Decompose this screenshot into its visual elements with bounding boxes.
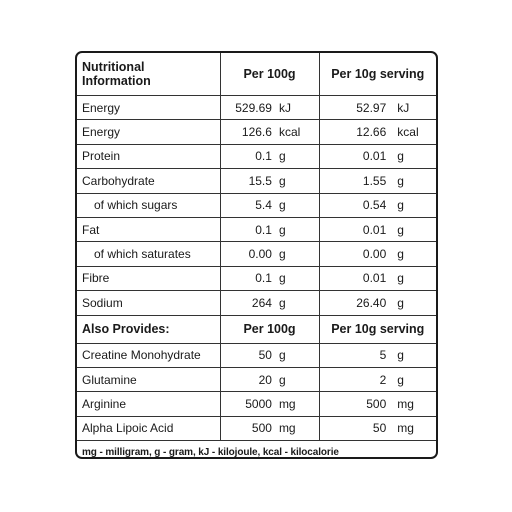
per-100g-value: 20 xyxy=(258,372,272,387)
per-serving-value: 12.66 xyxy=(356,125,387,140)
nutrient-name: Energy xyxy=(77,120,220,144)
per-100g-cell xyxy=(220,120,319,144)
header-per-serving: Per 10g serving xyxy=(319,53,436,96)
nutrient-name: Glutamine xyxy=(77,367,220,391)
per-100g-value: 0.1 xyxy=(255,149,272,164)
per-100g-value: 5.4 xyxy=(255,198,272,213)
per-serving-cell xyxy=(319,343,436,367)
per-serving-unit: g xyxy=(397,295,404,310)
nutrient-name: Arginine xyxy=(77,392,220,416)
table-row xyxy=(77,266,436,290)
per-serving-cell xyxy=(319,392,436,416)
per-100g-value: 264 xyxy=(251,295,272,310)
per-serving-cell xyxy=(319,144,436,168)
table-row xyxy=(77,416,436,440)
per-serving-unit: kJ xyxy=(397,100,410,115)
per-100g-value: 15.5 xyxy=(248,173,272,188)
per-100g-cell xyxy=(220,217,319,241)
per-100g-unit: g xyxy=(278,372,286,387)
per-serving-unit: g xyxy=(397,173,404,188)
per-100g-unit: mg xyxy=(278,421,296,436)
per-100g-unit: g xyxy=(278,198,286,213)
per-serving-unit: g xyxy=(397,271,404,286)
per-100g-cell xyxy=(220,144,319,168)
per-serving-unit: mg xyxy=(397,421,414,436)
header-per-100g: Per 100g xyxy=(220,53,319,96)
also-provides-title: Also Provides: xyxy=(77,315,220,343)
per-serving-unit: g xyxy=(397,247,404,262)
per-serving-unit: g xyxy=(397,348,404,363)
nutrient-name: Protein xyxy=(77,144,220,168)
nutrient-name: Alpha Lipoic Acid xyxy=(77,416,220,440)
per-serving-cell xyxy=(319,217,436,241)
per-serving-cell xyxy=(319,416,436,440)
per-serving-value: 0.54 xyxy=(362,198,387,213)
table-row xyxy=(77,193,436,217)
per-serving-cell xyxy=(319,266,436,290)
table-row xyxy=(77,144,436,168)
table-row xyxy=(77,343,436,367)
per-100g-cell xyxy=(220,367,319,391)
header-nutritional-information xyxy=(77,53,220,96)
per-serving-unit: g xyxy=(397,198,404,213)
nutrient-rows xyxy=(77,96,436,316)
table-row xyxy=(77,120,436,144)
nutrient-name: Fibre xyxy=(77,266,220,290)
also-provides-header-row xyxy=(77,315,436,343)
per-serving-cell xyxy=(319,120,436,144)
per-serving-cell xyxy=(319,291,436,315)
header-line-1: Nutritional xyxy=(82,60,145,74)
nutrient-name: Fat xyxy=(77,217,220,241)
per-100g-cell xyxy=(220,96,319,120)
per-100g-value: 500 xyxy=(251,421,272,436)
also-header-per-100g: Per 100g xyxy=(220,315,319,343)
per-serving-unit: g xyxy=(397,149,404,164)
per-100g-cell xyxy=(220,343,319,367)
per-100g-value: 0.1 xyxy=(255,222,272,237)
per-serving-value: 0.01 xyxy=(362,222,387,237)
per-100g-value: 5000 xyxy=(245,396,272,411)
also-header-per-serving: Per 10g serving xyxy=(319,315,436,343)
per-serving-value: 0.00 xyxy=(362,247,387,262)
table-header-row xyxy=(77,53,436,96)
per-100g-cell xyxy=(220,242,319,266)
nutrient-name: of which sugars xyxy=(77,193,220,217)
per-serving-cell xyxy=(319,242,436,266)
per-serving-value: 2 xyxy=(379,372,387,387)
table-row xyxy=(77,367,436,391)
header-line-2: Information xyxy=(82,74,151,88)
table-row xyxy=(77,96,436,120)
per-100g-unit: g xyxy=(278,271,286,286)
nutrient-name: Carbohydrate xyxy=(77,169,220,193)
per-100g-value: 0.1 xyxy=(255,271,272,286)
per-100g-value: 529.69 xyxy=(235,100,272,115)
per-serving-cell xyxy=(319,367,436,391)
per-100g-cell xyxy=(220,392,319,416)
per-100g-unit: g xyxy=(278,222,286,237)
per-serving-value: 0.01 xyxy=(362,149,387,164)
nutrition-table xyxy=(77,53,436,441)
per-100g-unit: g xyxy=(278,149,286,164)
also-provides-rows xyxy=(77,343,436,441)
per-serving-cell xyxy=(319,169,436,193)
per-100g-value: 126.6 xyxy=(241,125,272,140)
per-serving-unit: g xyxy=(397,372,404,387)
per-serving-value: 50 xyxy=(372,421,387,436)
table-row xyxy=(77,392,436,416)
per-serving-value: 26.40 xyxy=(356,295,387,310)
per-serving-unit: mg xyxy=(397,396,414,411)
per-100g-value: 0.00 xyxy=(248,247,272,262)
per-serving-value: 500 xyxy=(366,396,387,411)
per-serving-unit: kcal xyxy=(397,125,419,140)
per-100g-cell xyxy=(220,416,319,440)
per-100g-cell xyxy=(220,291,319,315)
table-row xyxy=(77,242,436,266)
per-100g-cell xyxy=(220,169,319,193)
nutrition-label xyxy=(75,51,438,459)
per-serving-value: 52.97 xyxy=(356,100,387,115)
nutrient-name: Creatine Monohydrate xyxy=(77,343,220,367)
table-row xyxy=(77,169,436,193)
nutrient-name: Energy xyxy=(77,96,220,120)
per-serving-value: 5 xyxy=(379,348,387,363)
per-100g-cell xyxy=(220,193,319,217)
per-serving-value: 0.01 xyxy=(362,271,387,286)
per-100g-unit: kcal xyxy=(278,125,301,140)
nutrient-name: Sodium xyxy=(77,291,220,315)
per-serving-cell xyxy=(319,193,436,217)
per-100g-unit: g xyxy=(278,348,286,363)
nutrient-name: of which saturates xyxy=(77,242,220,266)
per-100g-unit: kJ xyxy=(278,100,291,115)
per-100g-unit: mg xyxy=(278,396,296,411)
per-100g-unit: g xyxy=(278,295,286,310)
per-100g-value: 50 xyxy=(258,348,272,363)
per-serving-unit: g xyxy=(397,222,404,237)
table-row xyxy=(77,217,436,241)
per-serving-value: 1.55 xyxy=(362,173,387,188)
per-100g-unit: g xyxy=(278,173,286,188)
per-100g-unit: g xyxy=(278,247,286,262)
per-serving-cell xyxy=(319,96,436,120)
per-100g-cell xyxy=(220,266,319,290)
table-row xyxy=(77,291,436,315)
units-footnote: mg - milligram, g - gram, kJ - kilojoule, kcal - kilocalorie xyxy=(82,447,339,459)
